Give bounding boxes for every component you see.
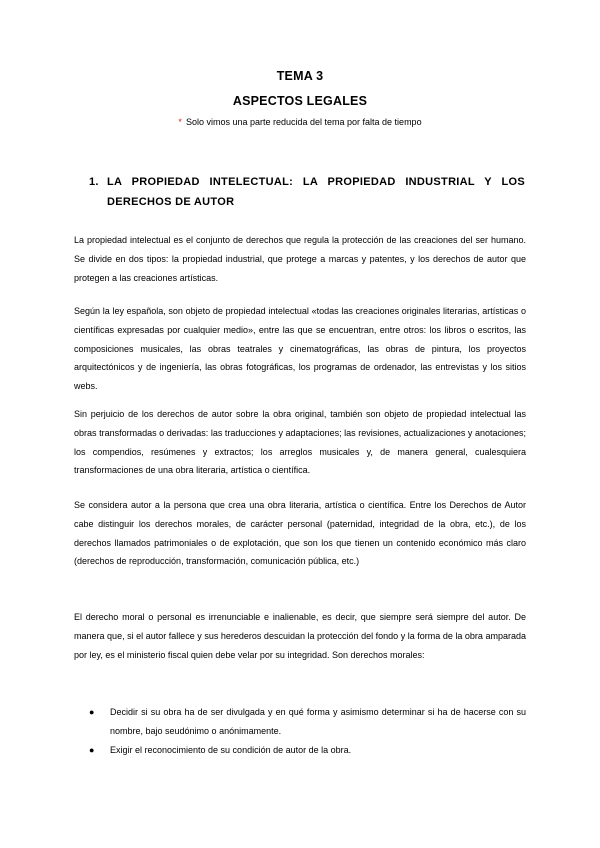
asterisk-marker: * (178, 117, 182, 127)
list-item-text: Decidir si su obra ha de ser divulgada y en qué forma y asimismo determinar si ha de hacerse con su nombre, bajo seudónimo o anónimamente. (110, 707, 526, 736)
paragraph-5: El derecho moral o personal es irrenunciable e inalienable, es decir, que siempre será siempre del autor. De manera que, si el autor fallece y sus herederos descuidan la protección del fondo y la forma de la obra amparada por ley, es el ministerio fiscal quien debe velar por su integridad. Son derechos morales: (74, 612, 526, 660)
section-number: 1. (89, 176, 99, 188)
note (0, 117, 600, 127)
section-heading-text: LA PROPIEDAD INTELECTUAL: LA PROPIEDAD INDUSTRIAL Y LOS DERECHOS DE AUTOR (107, 176, 525, 208)
list-item-text: Exigir el reconocimiento de su condición de autor de la obra. (110, 744, 352, 755)
bullet-icon: ● (89, 707, 95, 717)
document-title: TEMA 3 (276, 69, 324, 83)
bullet-icon: ● (89, 744, 95, 755)
note-text: Solo vimos una parte reducida del tema por falta de tiempo (185, 117, 422, 127)
paragraph-3: Sin perjuicio de los derechos de autor sobre la obra original, también son objeto de propiedad intelectual las obras transformadas o derivadas: las traducciones y adaptaciones; las revisiones, actualizaciones y anotaciones; los compendios, resúmenes y extractos; los arreglos musicales y, de manera general, cualesquiera transformaciones de una obra literaria, artística o científica. (74, 409, 526, 476)
list-item (74, 703, 526, 741)
section-heading (89, 172, 525, 212)
moral-rights-list (74, 703, 526, 759)
paragraph-4: Se considera autor a la persona que crea una obra literaria, artística o científica. Entre los Derechos de Autor cabe distinguir los derechos morales, de carácter personal (paternidad, integridad de la obra, etc.), de los derechos llamados patrimoniales o de explotación, que son los que tienen un contenido económico más claro (derechos de reproducción, transformación, comunicación pública, etc.) (74, 500, 526, 567)
document-subtitle: ASPECTOS LEGALES (232, 94, 368, 108)
paragraph-2: Según la ley española, son objeto de propiedad intelectual «todas las creaciones originales literarias, artísticas o científicas expresadas por cualquier medio», entre las que se encuentran, entre otros: los libros o escritos, las composiciones musicales, las obras teatrales y cinematográficas, las obras de pintura, los proyectos arquitectónicos y de ingeniería, las obras fotográficas, los programas de ordenador, las entrevistas y los sitios webs. (74, 306, 526, 392)
paragraph-1: La propiedad intelectual es el conjunto de derechos que regula la protección de las creaciones del ser humano. Se divide en dos tipos: la propiedad industrial, que protege a marcas y patentes, y los derechos de autor que protegen a las creaciones artísticas. (74, 235, 526, 283)
list-item (74, 741, 526, 760)
